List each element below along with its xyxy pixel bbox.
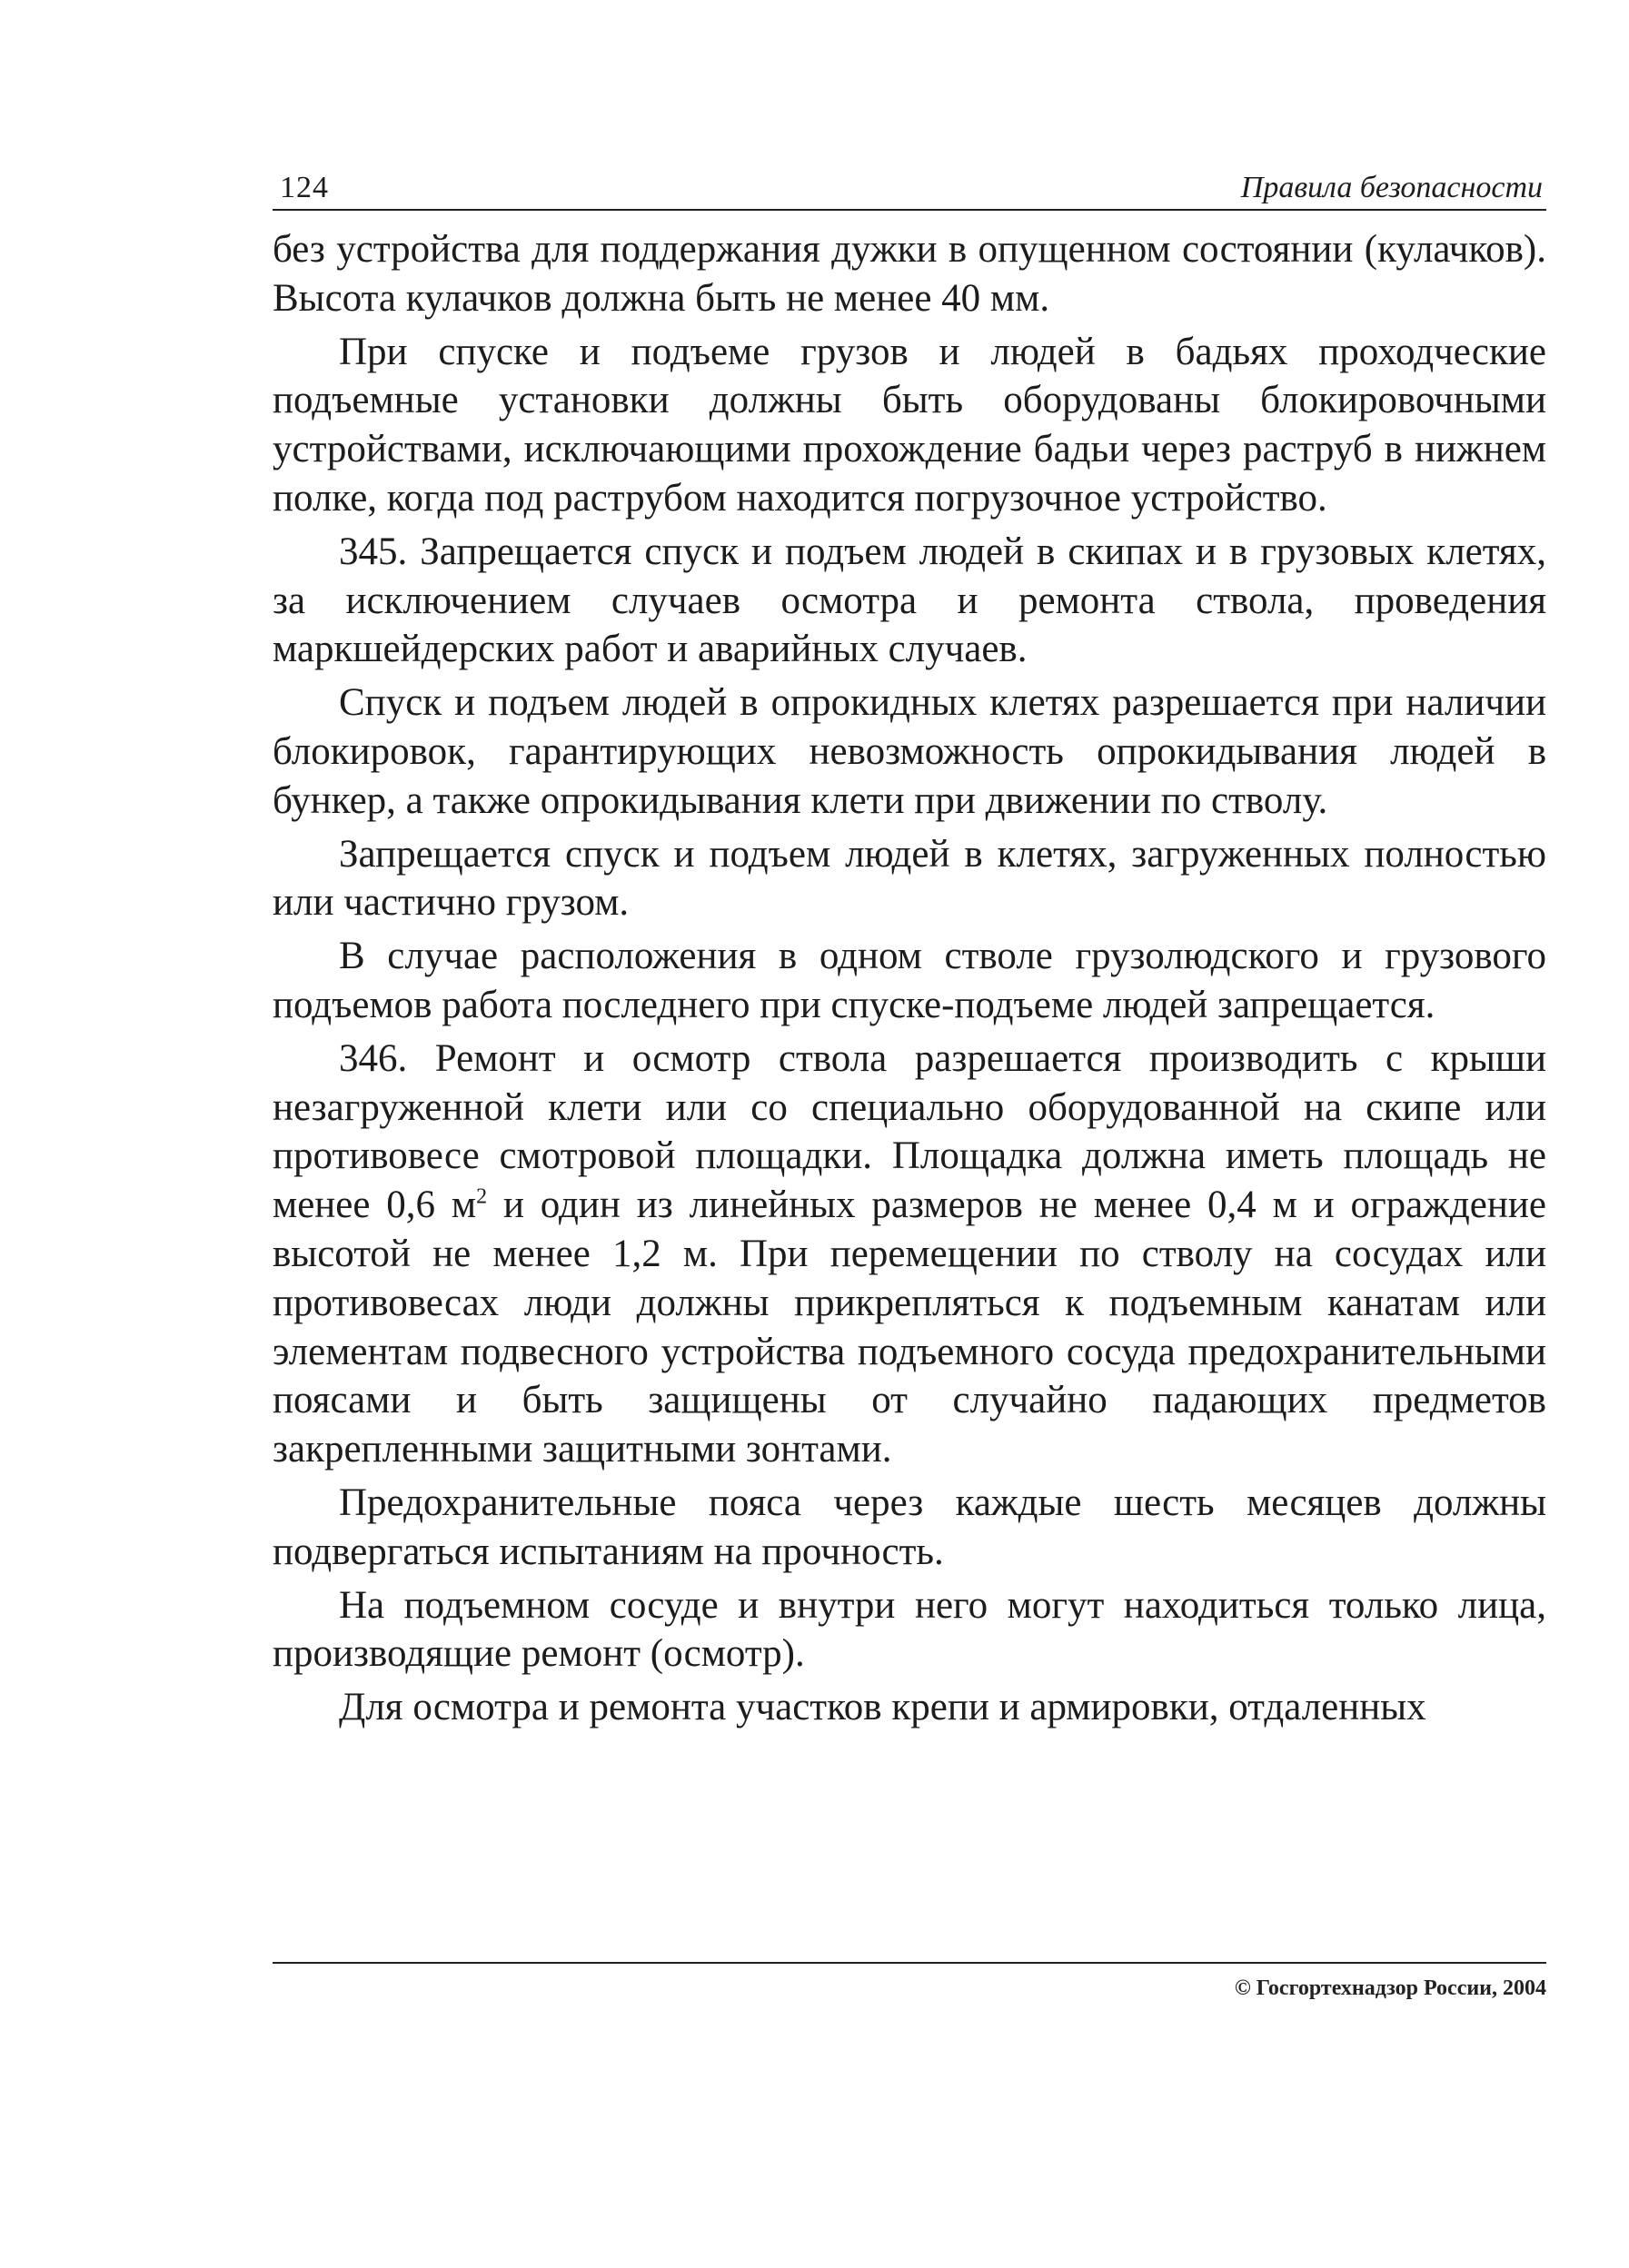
paragraph: Спуск и подъем людей в опрокидных клетях разрешается при наличии блокировок, гарантирующих невозможность опрокидывания людей в бункер, а также опрокидывания клети при движении по стволу.	[273, 681, 1546, 822]
paragraph-item-346	[273, 1035, 1546, 1474]
running-title: Правила безопасности	[1240, 171, 1543, 204]
paragraph: На подъемном сосуде и внутри него могут находиться только лица, производящие ремонт (осмотр).	[273, 1583, 1546, 1676]
paragraph: В случае расположения в одном стволе грузолюдского и грузового подъемов работа последнего при спуске-подъеме людей запрещается.	[273, 935, 1546, 1026]
copyright-notice: © Госгортехнадзор России, 2004	[1234, 1976, 1546, 2000]
page-header	[273, 163, 1546, 211]
paragraph: Для осмотра и ремонта участков крепи и армировки, отдаленных	[339, 1686, 1426, 1729]
paragraph: При спуске и подъеме грузов и людей в бадьях проходческие подъемные установки должны быть оборудованы блокировочными устройствами, исключающими прохождение бадьи через раструб в нижнем полке, когда под раструбом находится погрузочное устройство.	[273, 330, 1546, 520]
paragraph-text: 346. Ремонт и осмотр ствола разрешается производить с крыши незагруженной клети или со специально оборудованной на скипе или противовесе смотровой площадки. Площадка должна иметь площадь не менее 0,6 м	[273, 1036, 1546, 1227]
superscript: 2	[476, 1184, 488, 1209]
paragraph-text: и один из линейных размеров не менее 0,4 м и ограждение высотой не менее 1,2 м. При перемещении по стволу на сосудах или противовесах люди должны прикрепляться к подъемным канатам или элементам подвесного устройства подъемного сосуда предохранительными поясами и быть защищены от случайно падающих предметов закрепленными защитными зонтами.	[273, 1184, 1546, 1471]
paragraph: Предохранительные пояса через каждые шесть месяцев должны подвергаться испытаниям на прочность.	[273, 1481, 1546, 1573]
footer-rule	[273, 1962, 1546, 1964]
paragraph-item-345: 345. Запрещается спуск и подъем людей в скипах и в грузовых клетях, за исключением случаев осмотра и ремонта ствола, проведения маркшейдерских работ и аварийных случаев.	[273, 530, 1546, 671]
paragraph: Запрещается спуск и подъем людей в клетях, загруженных полностью или частично грузом.	[273, 832, 1546, 925]
book-page	[273, 163, 1546, 1732]
page-body	[273, 225, 1546, 1732]
paragraph: без устройства для поддержания дужки в опущенном состоянии (кулачков). Высота кулачков должна быть не менее 40 мм.	[273, 228, 1546, 320]
page-number: 124	[280, 171, 329, 204]
